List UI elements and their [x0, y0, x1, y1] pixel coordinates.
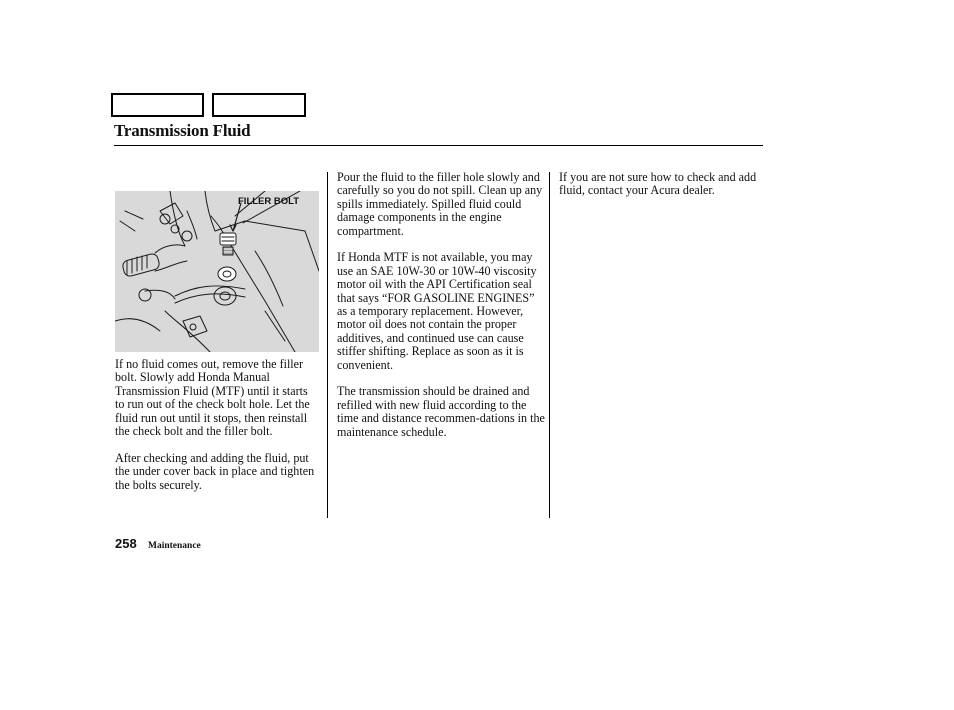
- paragraph: The transmission should be drained and refilled with new fluid according to the time and distance recommen-dations in the maintenance schedule.: [337, 384, 545, 439]
- column-right: [559, 171, 763, 211]
- paragraph: Pour the fluid to the filler hole slowly and carefully so you do not spill. Clean up any spills immediately. Spilled fluid could damage components in the engine compartment.: [337, 170, 543, 238]
- column-divider: [327, 172, 328, 518]
- filler-bolt-illustration: [115, 191, 319, 352]
- column-left: [115, 358, 320, 505]
- column-divider: [549, 172, 550, 518]
- paragraph: If Honda MTF is not available, you may use an SAE 10W-30 or 10W-40 viscosity motor oil with the API Certification seal that says “FOR GASOLINE ENGINES” as a temporary replacement. However, motor oil does not contain the proper additives, and continued use can cause stiffer shifting. Replace as soon as it is convenient.: [337, 250, 537, 372]
- section-name: Maintenance: [148, 541, 201, 551]
- section-tab-box-2: [212, 93, 306, 117]
- transmission-drawing: [115, 191, 319, 352]
- column-middle: [337, 171, 545, 452]
- page-title: Transmission Fluid: [114, 121, 251, 140]
- section-tab-box-1: [111, 93, 204, 117]
- filler-bolt-label: FILLER BOLT: [238, 196, 300, 207]
- page-number: 258: [115, 536, 137, 551]
- paragraph: If no fluid comes out, remove the filler bolt. Slowly add Honda Manual Transmission Fluid (MTF) until it starts to run out of the check bolt hole. Let the fluid run out until it stops, then reinstall the check bolt and the filler bolt.: [115, 357, 310, 439]
- paragraph: After checking and adding the fluid, put the under cover back in place and tighten the bolts securely.: [115, 450, 315, 492]
- title-rule: [114, 145, 763, 146]
- paragraph: If you are not sure how to check and add fluid, contact your Acura dealer.: [559, 170, 757, 198]
